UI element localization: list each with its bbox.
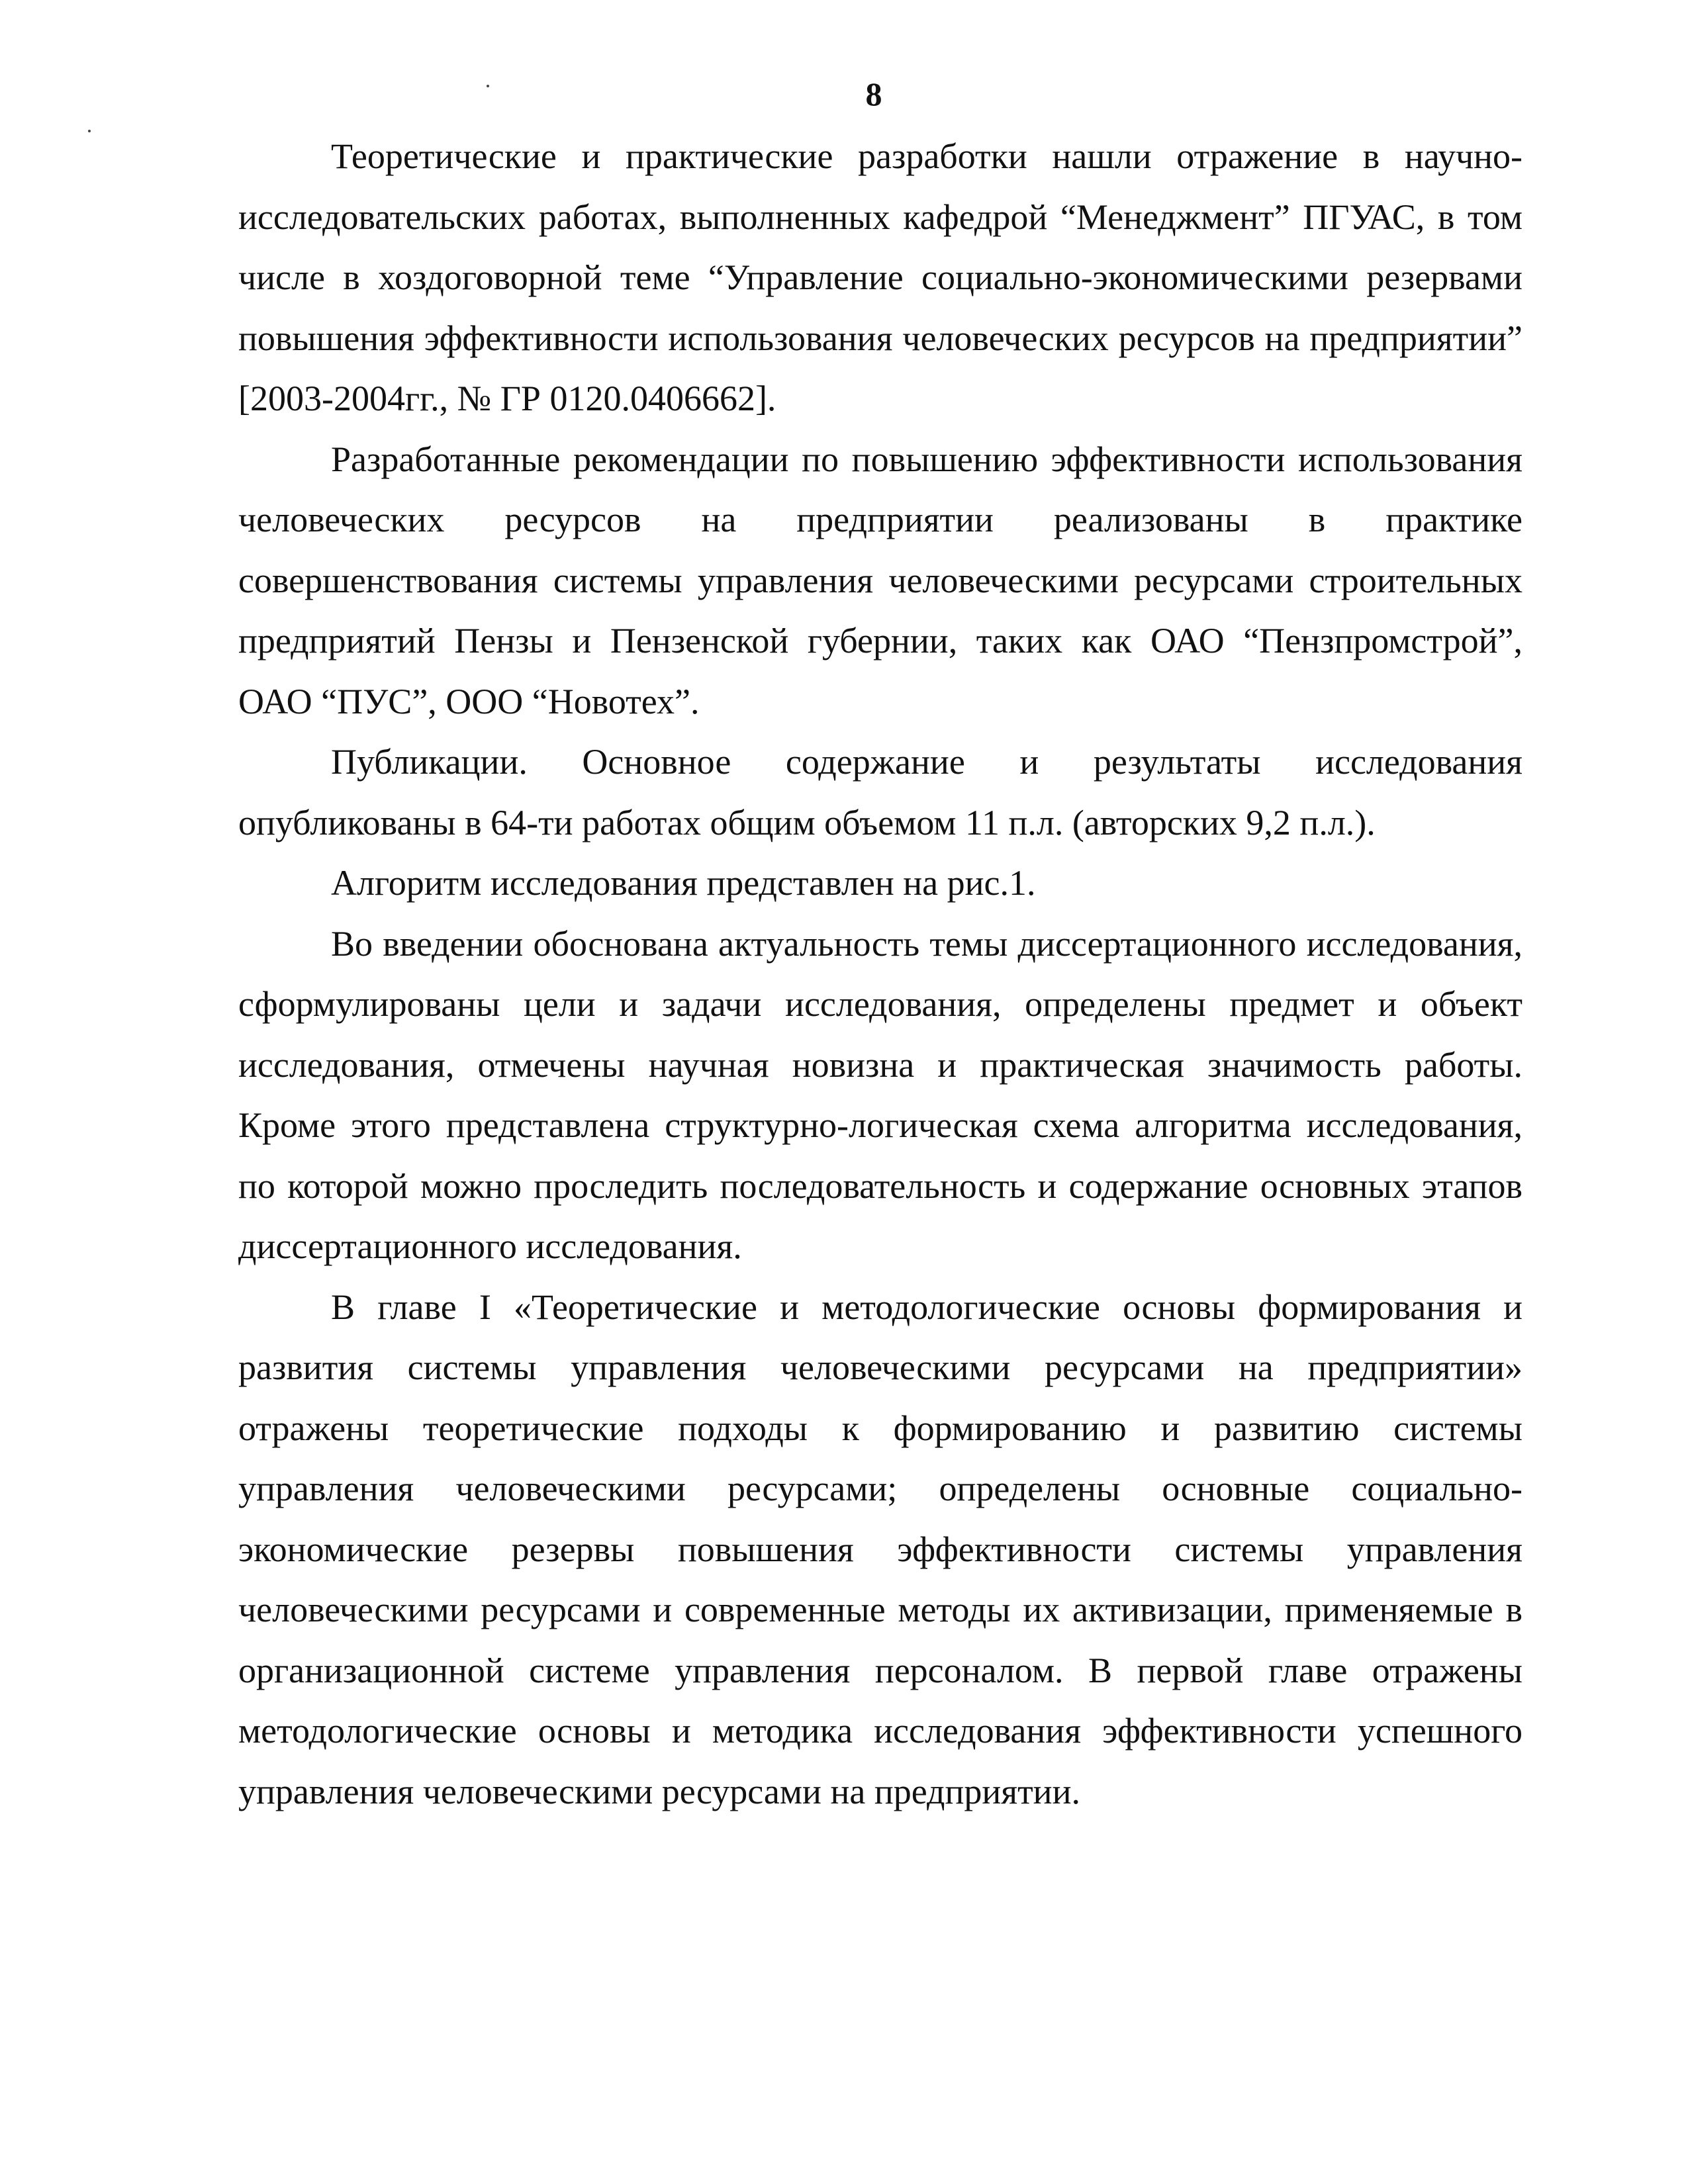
text-line: Теоретические и практические разработки нашли отражение в научно- [331,136,1523,176]
text-line: Кроме этого представлена структурно-логическая схема алгоритма исследования, [238,1105,1523,1145]
text-line: человеческих ресурсов на предприятии реализованы в практике [238,500,1523,539]
page-number: 8 [865,75,882,113]
text-line: опубликованы в 64-ти работах общим объемом 11 п.л. (авторских 9,2 п.л.). [238,802,1376,842]
paragraph [238,430,1523,733]
text-line: отражены теоретические подходы к формированию и развитию системы [238,1408,1523,1448]
paragraph [238,1277,1523,1823]
text-line: В главе I «Теоретические и методологические основы формирования и [331,1287,1523,1327]
paragraph [238,914,1523,1277]
text-line: управления человеческими ресурсами; определены основные социально- [238,1469,1523,1508]
text-line: сформулированы цели и задачи исследования, определены предмет и объект [238,984,1523,1024]
text-line: методологические основы и методика исследования эффективности успешного [238,1711,1523,1751]
text-line: человеческими ресурсами и современные методы их активизации, применяемые в [238,1590,1523,1629]
document-body [238,126,1523,1822]
text-line: управления человеческими ресурсами на предприятии. [238,1771,1080,1811]
text-line: Публикации. Основное содержание и результаты исследования [331,742,1523,782]
paragraph [238,732,1523,853]
text-line: предприятий Пензы и Пензенской губернии, таких как ОАО “Пензпромстрой”, [238,621,1523,660]
text-line: экономические резервы повышения эффективности системы управления [238,1529,1523,1569]
text-line: повышения эффективности использования человеческих ресурсов на предприятии” [238,318,1523,358]
text-line: совершенствования системы управления человеческими ресурсами строительных [238,560,1523,600]
text-line: исследовательских работах, выполненных кафедрой “Менеджмент” ПГУАС, в том [238,197,1523,237]
scan-speck [88,130,91,132]
text-line: Разработанные рекомендации по повышению эффективности использования [331,439,1523,479]
text-line: ОАО “ПУС”, ООО “Новотех”. [238,681,700,721]
text-line: числе в хоздоговорной теме “Управление социально-экономическими резервами [238,257,1523,297]
paragraph [238,126,1523,430]
text-line: Алгоритм исследования представлен на рис.1. [331,863,1036,903]
text-line: Во введении обоснована актуальность темы диссертационного исследования, [331,923,1523,964]
text-line: развития системы управления человеческими ресурсами на предприятии» [238,1347,1523,1387]
paragraph [238,853,1523,914]
text-line: организационной системе управления персоналом. В первой главе отражены [238,1650,1523,1690]
text-line: диссертационного исследования. [238,1226,742,1266]
text-line: исследования, отмечены научная новизна и практическая значимость работы. [238,1044,1523,1085]
text-line: по которой можно проследить последовательность и содержание основных этапов [238,1165,1523,1206]
text-line: [2003-2004гг., № ГР 0120.0406662]. [238,379,776,418]
